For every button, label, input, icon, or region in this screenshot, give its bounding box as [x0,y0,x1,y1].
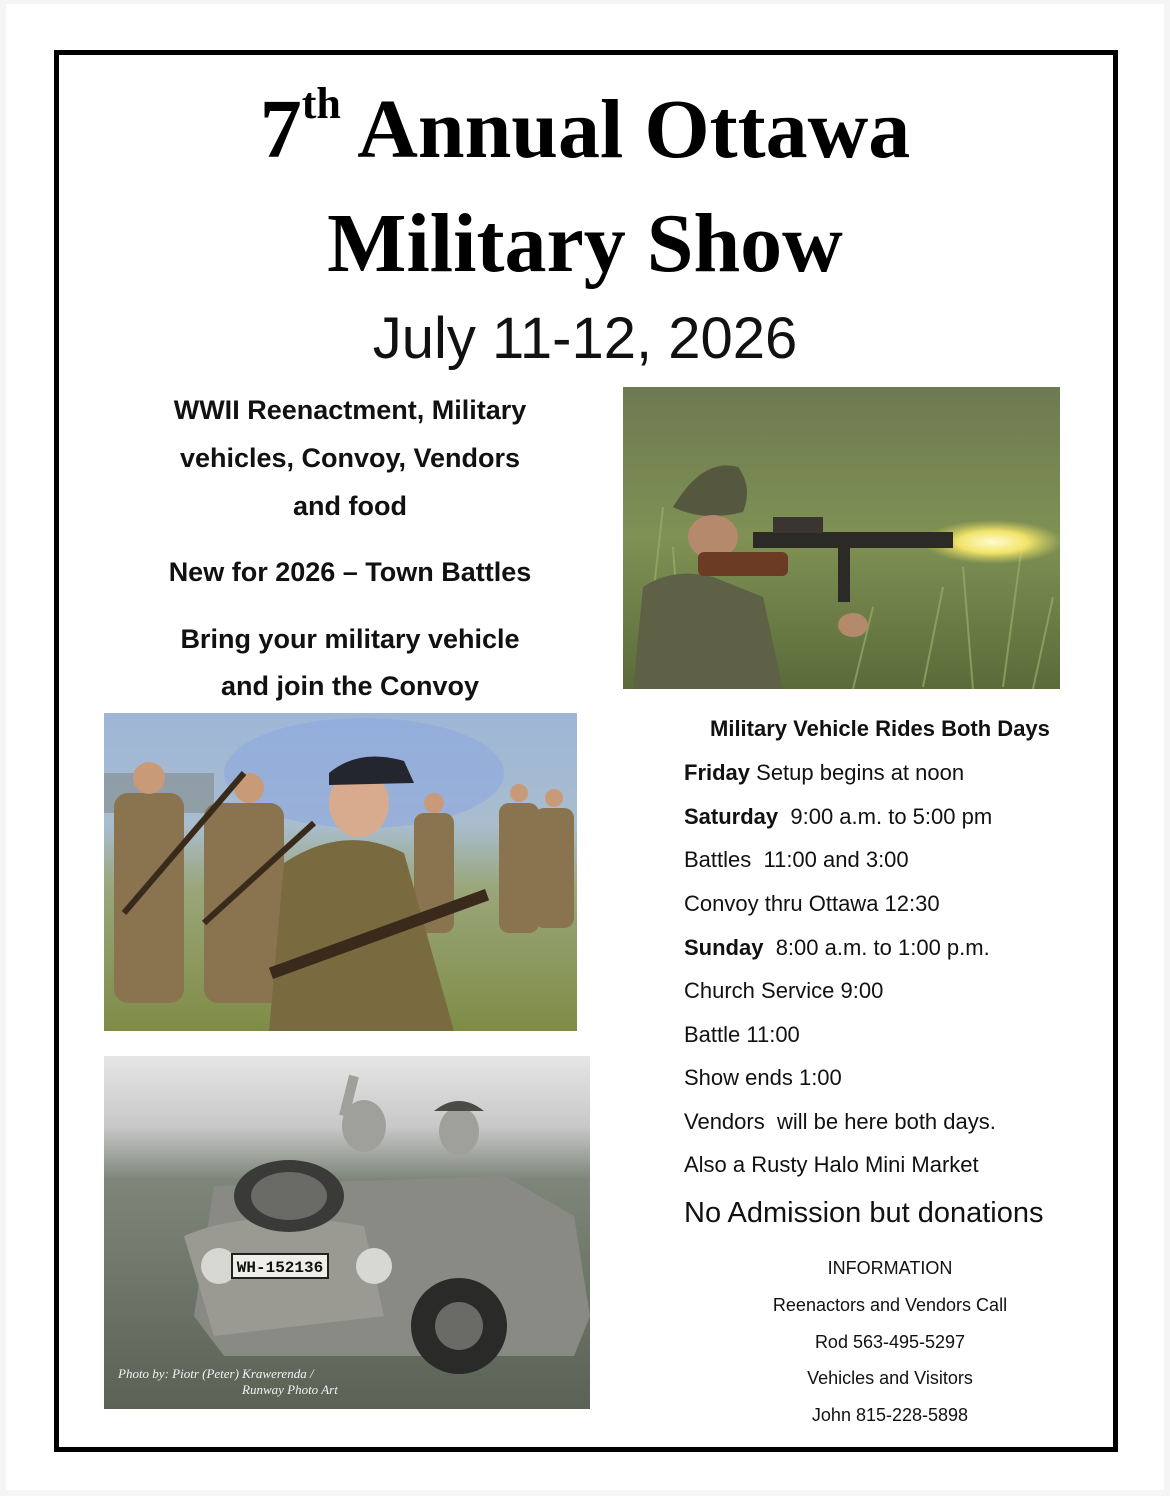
bring-vehicle-line-2: and join the Convoy [220,671,479,701]
intro-line-2: vehicles, Convoy, Vendors [179,443,521,473]
photo-military-vehicle [104,1056,590,1409]
schedule-saturday [684,804,992,830]
title-line-1 [53,79,1117,178]
new-for-2026: New for 2026 – Town Battles [168,557,532,587]
info-rod-phone: Rod 563-495-5297 [814,1332,966,1352]
schedule-battle: Battle 11:00 [684,1022,800,1047]
title-ordinal-suffix: th [301,79,341,128]
photo-credit-line-1: Photo by: Piotr (Peter) Krawerenda / [118,1366,314,1381]
info-john-phone: John 815-228-5898 [811,1405,969,1425]
title-ordinal-number: 7 [259,83,302,176]
title-line-1-text: Annual Ottawa [340,83,911,176]
schedule-show-ends: Show ends 1:00 [684,1065,842,1090]
event-date: July 11-12, 2026 [372,306,798,371]
schedule-church: Church Service 9:00 [684,978,884,1003]
friday-text: Setup begins at noon [750,760,965,785]
schedule-battles: Battles 11:00 and 3:00 [684,847,909,872]
schedule-heading: Military Vehicle Rides Both Days [710,716,1050,741]
schedule-friday [684,760,964,786]
saturday-text: 9:00 a.m. to 5:00 pm [778,804,993,829]
info-heading: INFORMATION [827,1258,953,1278]
intro-line-3: and food [293,491,407,521]
intro-line-1: WWII Reenactment, Military [173,395,527,425]
schedule-convoy: Convoy thru Ottawa 12:30 [684,891,940,916]
friday-label: Friday [684,760,751,785]
photo-soldiers-advancing [104,713,577,1031]
schedule-sunday [684,935,990,961]
schedule-vendors: Vendors will be here both days. [684,1109,996,1134]
sunday-text: 8:00 a.m. to 1:00 p.m. [763,935,990,960]
photo-soldier-firing [623,387,1060,689]
schedule-market: Also a Rusty Halo Mini Market [684,1152,979,1177]
sunday-label: Sunday [684,935,764,960]
info-vehicles-visitors: Vehicles and Visitors [807,1368,973,1388]
bring-vehicle-line-1: Bring your military vehicle [180,624,520,654]
saturday-label: Saturday [684,804,779,829]
info-reenactors-vendors: Reenactors and Vendors Call [772,1295,1008,1315]
title-line-2: Military Show [327,197,843,290]
admission-note: No Admission but donations [684,1197,1044,1229]
photo-credit-line-2: Runway Photo Art [242,1382,338,1397]
license-plate: WH-152136 [236,1259,324,1277]
